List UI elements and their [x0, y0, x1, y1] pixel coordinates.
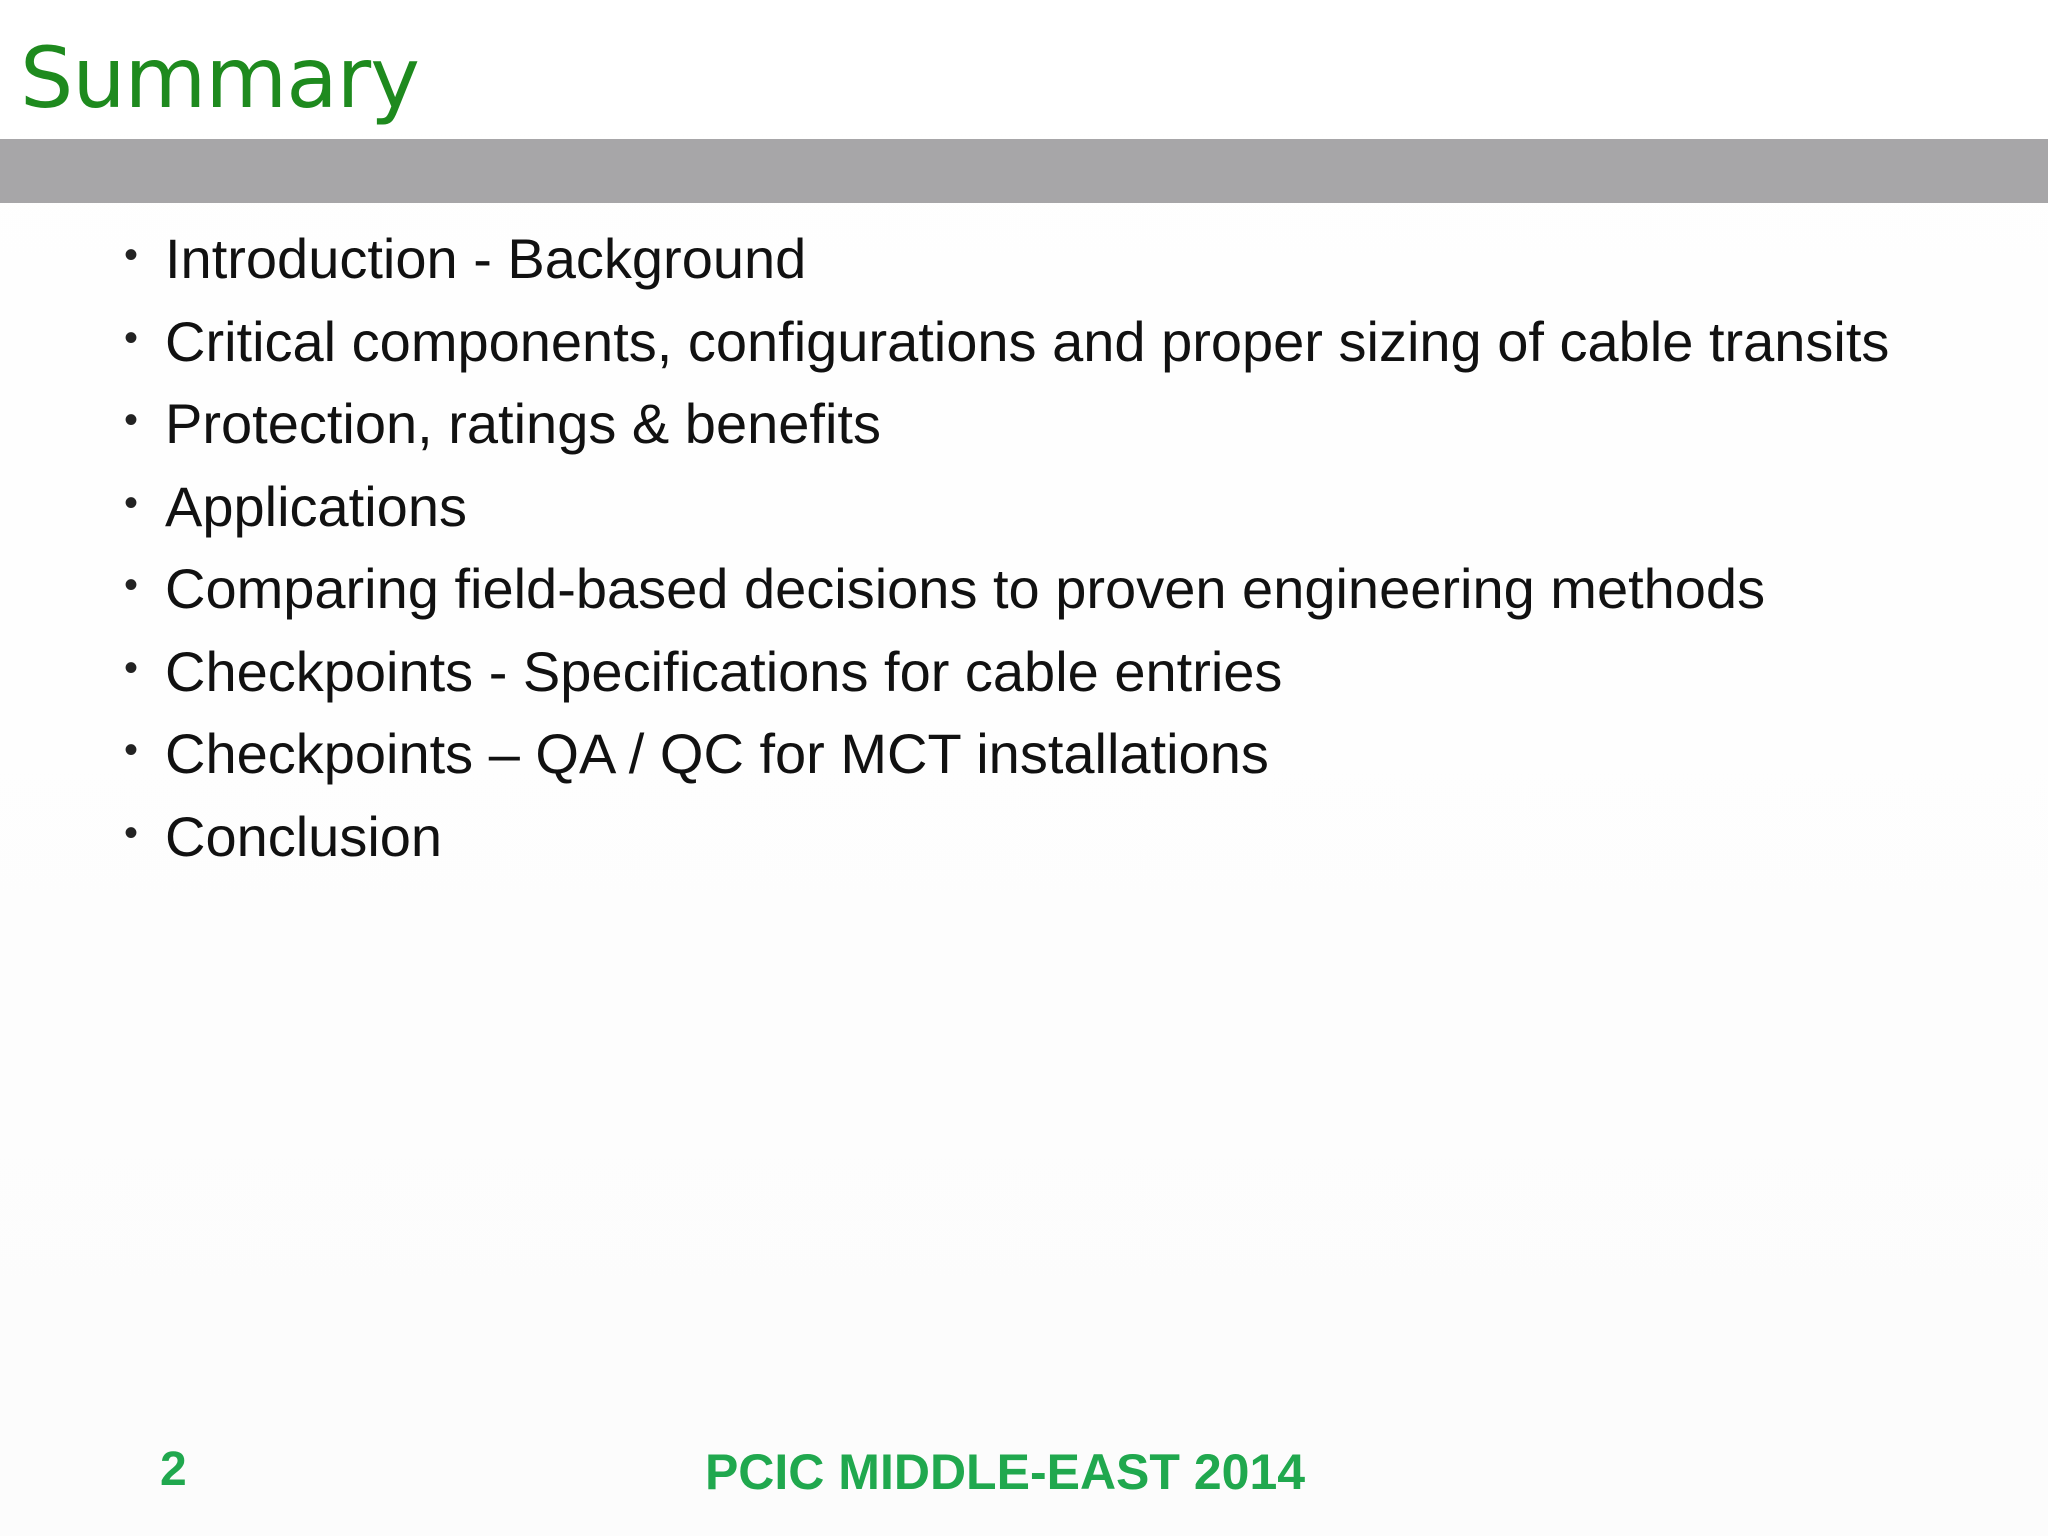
- bullet-item: [120, 466, 2020, 549]
- bullet-icon: •: [124, 398, 139, 442]
- bullet-icon: •: [124, 645, 139, 690]
- bullet-icon: •: [124, 480, 139, 525]
- bullet-item: [120, 383, 2020, 466]
- footer-event-name: PCIC MIDDLE-EAST 2014: [704, 1444, 1306, 1500]
- bullet-text: Checkpoints – QA / QC for MCT installations: [165, 722, 1269, 785]
- page-number: 2: [160, 1443, 187, 1496]
- bullet-text: Checkpoints - Specifications for cable entries: [165, 639, 1283, 703]
- slide-title: Summary: [20, 29, 419, 127]
- bullet-list: [120, 218, 2020, 878]
- bullet-icon: •: [124, 315, 139, 360]
- bullet-text: Protection, ratings & benefits: [165, 392, 881, 455]
- bullet-text: Critical components, configurations and proper sizing of cable transits: [165, 309, 1890, 373]
- bullet-icon: •: [124, 563, 139, 607]
- title-divider-bar: [0, 139, 2048, 203]
- bullet-item: [120, 631, 2020, 714]
- bullet-text: Applications: [165, 474, 467, 538]
- bullet-icon: •: [124, 728, 139, 772]
- bullet-text: Conclusion: [165, 804, 443, 868]
- bullet-item: [120, 218, 2020, 301]
- bullet-item: [120, 548, 2020, 631]
- bullet-item: [120, 713, 2020, 796]
- bullet-item: [120, 301, 2020, 384]
- bullet-icon: •: [124, 233, 139, 277]
- bullet-icon: •: [124, 810, 139, 855]
- bullet-text: Comparing field-based decisions to proven engineering methods: [165, 557, 1766, 620]
- bullet-item: [120, 796, 2020, 879]
- bullet-text: Introduction - Background: [165, 227, 807, 290]
